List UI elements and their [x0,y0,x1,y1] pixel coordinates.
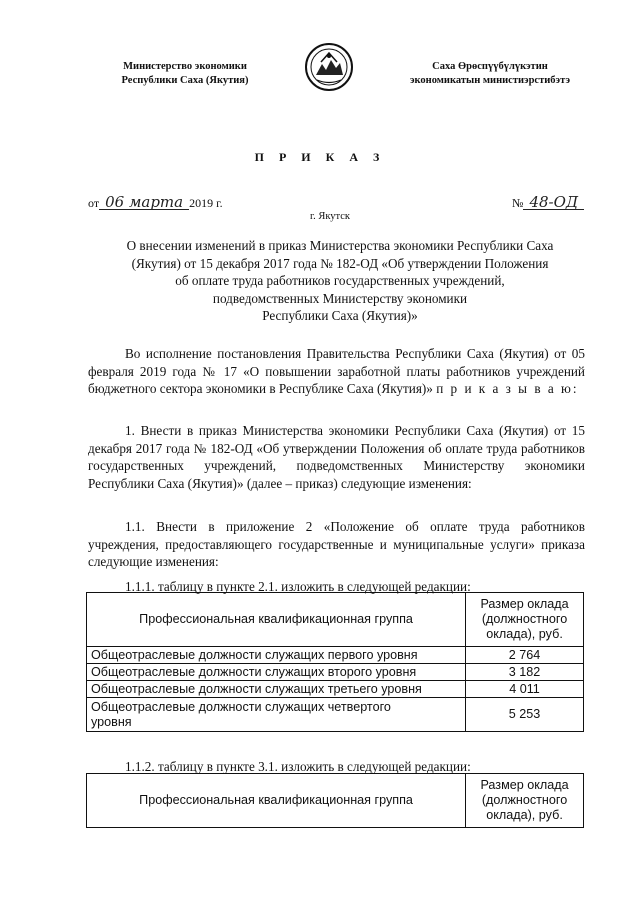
header-salary-line: (должностного [481,793,568,807]
order-number-handwritten: 48-ОД [523,195,584,210]
table-row [87,681,584,698]
order-date-prefix: от [88,196,100,210]
order-date [88,195,223,211]
paragraph-1-1: 1.1. Внести в приложение 2 «Положение об оплате труда работников учреждения, предоставляющего государственные и муниципальные услуги» приказа следующие изменения: [88,519,585,569]
table-row [87,664,584,681]
order-date-handwritten: 06 марта [99,195,189,210]
header-salary-line: Размер оклада [480,597,569,611]
order-subject [75,237,605,325]
order-number-prefix: № [512,196,524,210]
ministry-name-yakut-line2: экономикатын министиэрстибэтэ [409,75,571,86]
header-group-cell: Профессиональная квалификационная группа [87,593,466,647]
preamble-paragraph [88,345,585,398]
header-salary-line: оклада), руб. [486,627,563,641]
salary-cell: 2 764 [466,647,584,664]
group-cell-line: уровня [91,714,132,729]
paragraph-1: 1. Внести в приказ Министерства экономики Республики Саха (Якутия) от 15 декабря 2017 года № 182-ОД «Об утверждении Положения об оплате труда работников государственных учреждений, подведомственных Министерству экономики Республики Саха (Якутия)» (далее – приказ) следующие изменения: [88,423,585,491]
salary-cell: 4 011 [466,681,584,698]
salary-cell: 3 182 [466,664,584,681]
table1-caption: 1.1.1. таблицу в пункте 2.1. изложить в следующей редакции: [125,579,471,594]
subject-line: об оплате труда работников государственных учреждений, [175,273,505,288]
group-cell [87,698,466,732]
group-cell-line: Общеотраслевые должности служащих четвертого [91,699,391,714]
group-cell: Общеотраслевые должности служащих третьего уровня [87,681,466,698]
table-header-row [87,593,584,647]
header-group-cell: Профессиональная квалификационная группа [87,774,466,828]
header-salary-line: (должностного [481,612,568,626]
ministry-name-russian-line2: Республики Саха (Якутия) [121,75,249,86]
subject-line: Республики Саха (Якутия)» [262,308,418,323]
table2-caption: 1.1.2. таблицу в пункте 3.1. изложить в следующей редакции: [125,759,471,774]
group-cell: Общеотраслевые должности служащих первого уровня [87,647,466,664]
salary-table-2-1 [86,592,584,732]
table-row [87,698,584,732]
header-salary-line: Размер оклада [480,778,569,792]
preamble-text: Во исполнение постановления Правительства Республики Саха (Якутия) от 05 февраля 2019 года № 17 «О повышении заработной платы работников учреждений бюджетного сектора экономики в Республике Саха (Якутия)» [88,346,585,396]
ministry-name-yakut-line1: Саха Өрөспүүбүлүкэтин [432,61,548,72]
order-number [512,195,584,211]
order-city: г. Якутск [309,211,351,222]
coat-of-arms-seal-icon [304,42,354,92]
order-keyword: п р и к а з ы в а ю: [436,381,579,396]
header-salary-line: оклада), руб. [486,808,563,822]
order-date-suffix: 2019 г. [189,196,223,210]
ministry-name-yakut [380,60,600,88]
subject-line: (Якутия) от 15 декабря 2017 года № 182-ОД «Об утверждении Положения [131,255,549,271]
header-salary-cell [466,774,584,828]
header-salary-cell [466,593,584,647]
document-title: П Р И К А З [254,150,386,164]
subject-line: подведомственных Министерству экономики [212,290,468,306]
table-row [87,647,584,664]
ministry-name-russian [95,60,275,88]
subject-line: О внесении изменений в приказ Министерства экономики Республики Саха [126,238,554,253]
table-header-row [87,774,584,828]
salary-cell: 5 253 [466,698,584,732]
salary-table-3-1 [86,773,584,828]
group-cell: Общеотраслевые должности служащих второго уровня [87,664,466,681]
ministry-name-russian-line1: Министерство экономики [123,61,247,72]
